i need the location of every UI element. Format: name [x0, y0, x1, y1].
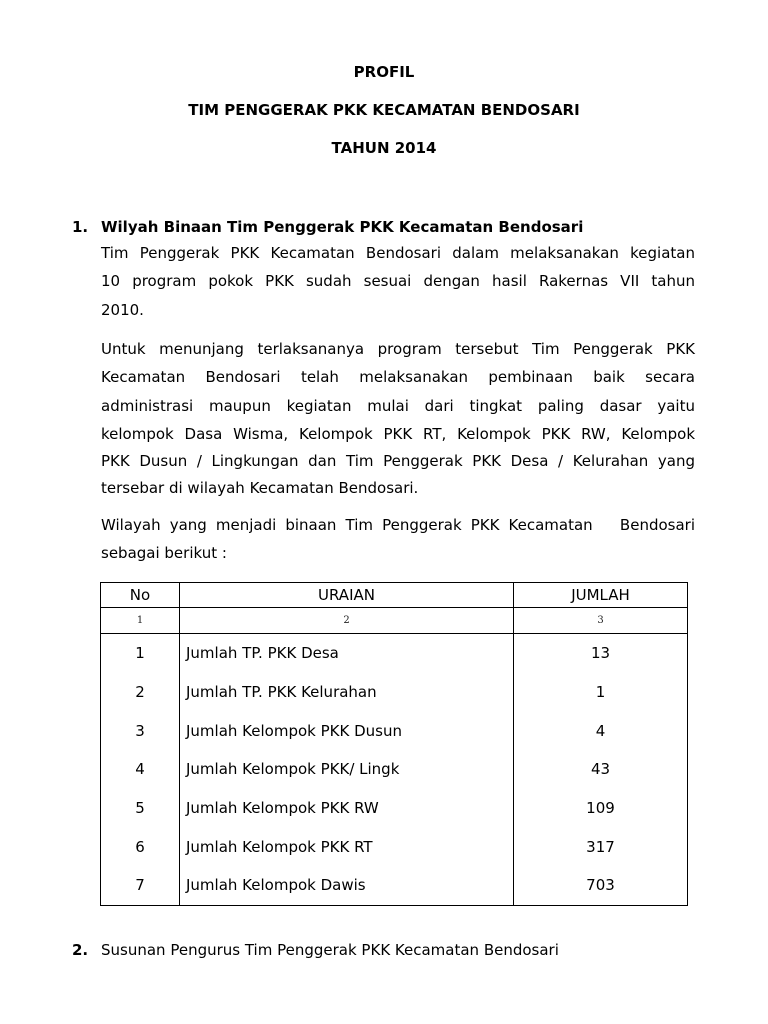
table-row	[101, 711, 688, 750]
row-no: 2	[101, 673, 180, 712]
doc-title-year: TAHUN 2014	[331, 139, 437, 157]
col-header-uraian: URAIAN	[180, 583, 514, 608]
col-header-jumlah: JUMLAH	[514, 583, 688, 608]
row-uraian: Jumlah TP. PKK Desa	[180, 634, 514, 673]
row-uraian: Jumlah Kelompok PKK Dusun	[180, 711, 514, 750]
para2-line: administrasi maupun kegiatan mulai dari tingkat paling dasar yaitu	[101, 397, 695, 415]
para1-line: 2010.	[101, 301, 144, 319]
row-no: 4	[101, 750, 180, 789]
para2-line: PKK Dusun / Lingkungan dan Tim Penggerak PKK Desa / Kelurahan yang	[101, 452, 695, 470]
row-jumlah: 109	[514, 789, 688, 828]
row-uraian: Jumlah TP. PKK Kelurahan	[180, 673, 514, 712]
para3-line: Wilayah yang menjadi binaan Tim Penggerak PKK Kecamatan Bendosari	[101, 516, 695, 534]
row-jumlah: 1	[514, 673, 688, 712]
table-row	[101, 634, 688, 673]
doc-title-organization: TIM PENGGERAK PKK KECAMATAN BENDOSARI	[188, 101, 580, 119]
table-row	[101, 750, 688, 789]
para1-line: Tim Penggerak PKK Kecamatan Bendosari dalam melaksanakan kegiatan	[101, 244, 695, 262]
para3-line: sebagai berikut :	[101, 544, 227, 562]
table-header-row	[101, 583, 688, 608]
row-uraian: Jumlah Kelompok Dawis	[180, 866, 514, 905]
doc-title-profil: PROFIL	[353, 63, 415, 81]
row-uraian: Jumlah Kelompok PKK RT	[180, 827, 514, 866]
table-row	[101, 827, 688, 866]
col-header-no: No	[101, 583, 180, 608]
row-no: 5	[101, 789, 180, 828]
table-index-row	[101, 608, 688, 634]
table-row	[101, 673, 688, 712]
section-1-number: 1.	[72, 218, 89, 236]
para1-line: 10 program pokok PKK sudah sesuai dengan hasil Rakernas VII tahun	[101, 272, 695, 290]
col-index-2: 2	[180, 608, 514, 634]
para2-line: tersebar di wilayah Kecamatan Bendosari.	[101, 479, 419, 497]
row-no: 1	[101, 634, 180, 673]
para2-line: Untuk menunjang terlaksananya program tersebut Tim Penggerak PKK	[101, 340, 695, 358]
row-jumlah: 13	[514, 634, 688, 673]
section-1-title: Wilyah Binaan Tim Penggerak PKK Kecamatan Bendosari	[101, 218, 584, 236]
row-uraian: Jumlah Kelompok PKK RW	[180, 789, 514, 828]
row-jumlah: 4	[514, 711, 688, 750]
col-index-1: 1	[101, 608, 180, 634]
col-index-3: 3	[514, 608, 688, 634]
table-row	[101, 866, 688, 905]
para2-line: Kecamatan Bendosari telah melaksanakan pembinaan baik secara	[101, 368, 695, 386]
binaan-table	[100, 582, 688, 906]
row-no: 6	[101, 827, 180, 866]
row-jumlah: 703	[514, 866, 688, 905]
para2-line: kelompok Dasa Wisma, Kelompok PKK RT, Kelompok PKK RW, Kelompok	[101, 425, 695, 443]
section-2-title: Susunan Pengurus Tim Penggerak PKK Kecamatan Bendosari	[101, 941, 559, 959]
row-no: 3	[101, 711, 180, 750]
row-jumlah: 43	[514, 750, 688, 789]
row-no: 7	[101, 866, 180, 905]
table-row	[101, 789, 688, 828]
section-2-number: 2.	[72, 941, 89, 959]
row-jumlah: 317	[514, 827, 688, 866]
row-uraian: Jumlah Kelompok PKK/ Lingk	[180, 750, 514, 789]
